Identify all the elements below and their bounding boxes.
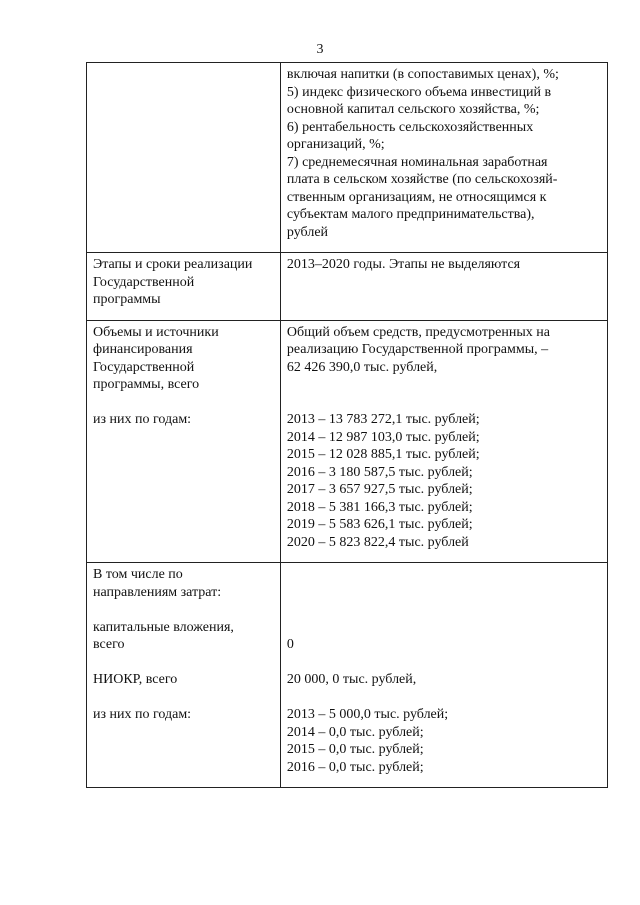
capital-investments-label: капитальные вложения,	[93, 619, 234, 635]
funding-total-line: 62 426 390,0 тыс. рублей,	[286, 359, 438, 375]
table-row-indicators	[87, 63, 608, 253]
funding-year-line: 2015 – 12 028 885,1 тыс. рублей;	[286, 447, 480, 462]
indicator-line: ственным организациям, не относящимся к	[286, 189, 547, 205]
indicator-line: организаций, %;	[286, 137, 385, 152]
stages-value-cell	[280, 253, 607, 321]
indicator-line: рублей	[286, 224, 329, 240]
table-row-funding	[87, 320, 608, 563]
niokr-year-line: 2016 – 0,0 тыс. рублей;	[286, 759, 424, 775]
niokr-label: НИОКР, всего	[93, 672, 178, 687]
funding-label-line: программы, всего	[93, 377, 200, 392]
table-row-stages	[87, 253, 608, 321]
niokr-value: 20 000, 0 тыс. рублей,	[286, 672, 417, 687]
program-passport-table	[86, 62, 608, 788]
indicator-line: субъектам малого предпринимательства),	[286, 207, 535, 222]
stages-label-line: Этапы и сроки реализации	[93, 257, 253, 272]
funding-year-line: 2017 – 3 657 927,5 тыс. рублей;	[286, 482, 473, 497]
stages-value: 2013–2020 годы. Этапы не выделяются	[286, 257, 521, 272]
capital-investments-value: 0	[286, 637, 294, 652]
funding-year-line: 2013 – 13 783 272,1 тыс. рублей;	[286, 412, 480, 427]
funding-label-cell	[87, 320, 281, 563]
indicators-left-cell	[87, 63, 281, 253]
cost-directions-label-cell	[87, 563, 281, 788]
indicator-line: включая напитки (в сопоставимых ценах), %;	[286, 67, 559, 82]
niokr-by-years-label: из них по годам:	[93, 707, 192, 722]
niokr-year-line: 2014 – 0,0 тыс. рублей;	[286, 724, 424, 740]
page-number: 3	[316, 42, 324, 57]
indicators-right-cell	[280, 63, 607, 253]
indicator-line: плата в сельском хозяйстве (по сельскохозяй-	[286, 172, 558, 187]
funding-total-line: реализацию Государственной программы, –	[286, 342, 549, 357]
funding-label-line: Объемы и источники	[93, 324, 219, 340]
funding-value-cell	[280, 320, 607, 563]
funding-year-line: 2019 – 5 583 626,1 тыс. рублей;	[286, 517, 473, 532]
indicator-line: 7) среднемесячная номинальная заработная	[286, 154, 548, 170]
stages-label-line: Государственной	[93, 274, 195, 290]
indicator-line: основной капитал сельского хозяйства, %;	[286, 102, 540, 117]
funding-total-line: Общий объем средств, предусмотренных на	[286, 324, 550, 340]
niokr-year-line: 2015 – 0,0 тыс. рублей;	[286, 742, 424, 757]
funding-by-years-label: из них по годам:	[93, 412, 192, 427]
cost-directions-heading: В том числе по	[93, 567, 183, 582]
table-row-cost-directions	[87, 563, 608, 788]
funding-label-line: финансирования	[93, 342, 193, 357]
cost-directions-heading: направлениям затрат:	[93, 584, 222, 600]
niokr-year-line: 2013 – 5 000,0 тыс. рублей;	[286, 707, 449, 722]
funding-year-line: 2014 – 12 987 103,0 тыс. рублей;	[286, 429, 480, 445]
indicator-line: 6) рентабельность сельскохозяйственных	[286, 119, 534, 135]
funding-year-line: 2016 – 3 180 587,5 тыс. рублей;	[286, 464, 473, 480]
stages-label-cell	[87, 253, 281, 321]
stages-label-line: программы	[93, 292, 161, 307]
cost-directions-value-cell	[280, 563, 607, 788]
funding-year-line: 2020 – 5 823 822,4 тыс. рублей	[286, 534, 469, 550]
funding-label-line: Государственной	[93, 359, 195, 375]
funding-year-line: 2018 – 5 381 166,3 тыс. рублей;	[286, 499, 473, 515]
capital-investments-label: всего	[93, 637, 125, 652]
indicator-line: 5) индекс физического объема инвестиций в	[286, 84, 552, 100]
